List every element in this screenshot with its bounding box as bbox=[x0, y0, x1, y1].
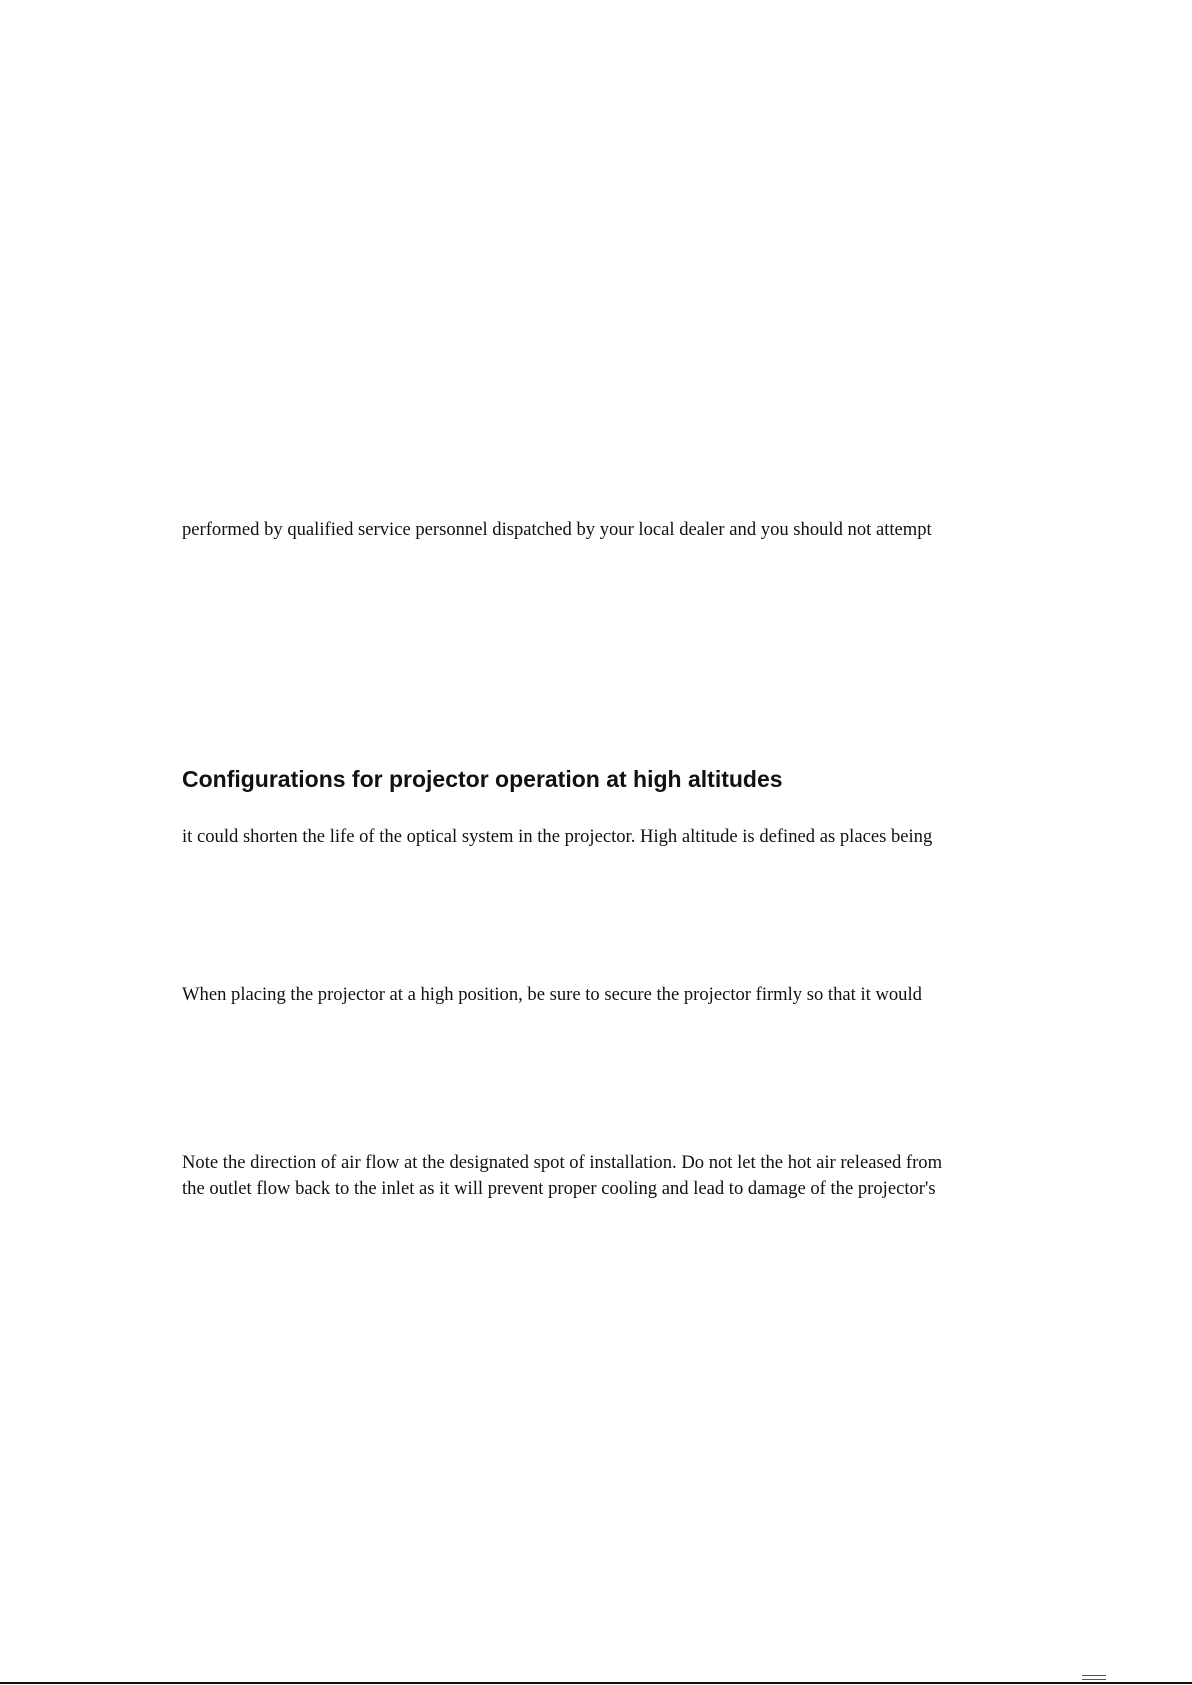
footer-divider bbox=[0, 1682, 1192, 1684]
body-text-line: Note the direction of air flow at the designated spot of installation. Do not let the hot air released from bbox=[182, 1152, 943, 1173]
body-text-line: it could shorten the life of the optical system in the projector. High altitude is defined as places being bbox=[182, 826, 933, 847]
body-text-line: performed by qualified service personnel dispatched by your local dealer and you should not attempt bbox=[182, 519, 932, 540]
body-text-line: When placing the projector at a high position, be sure to secure the projector firmly so that it would bbox=[182, 984, 922, 1005]
body-text-line: the outlet flow back to the inlet as it will prevent proper cooling and lead to damage of the projector's bbox=[182, 1178, 936, 1199]
section-heading: Configurations for projector operation at high altitudes bbox=[182, 766, 783, 792]
footer-mark bbox=[1082, 1675, 1106, 1680]
